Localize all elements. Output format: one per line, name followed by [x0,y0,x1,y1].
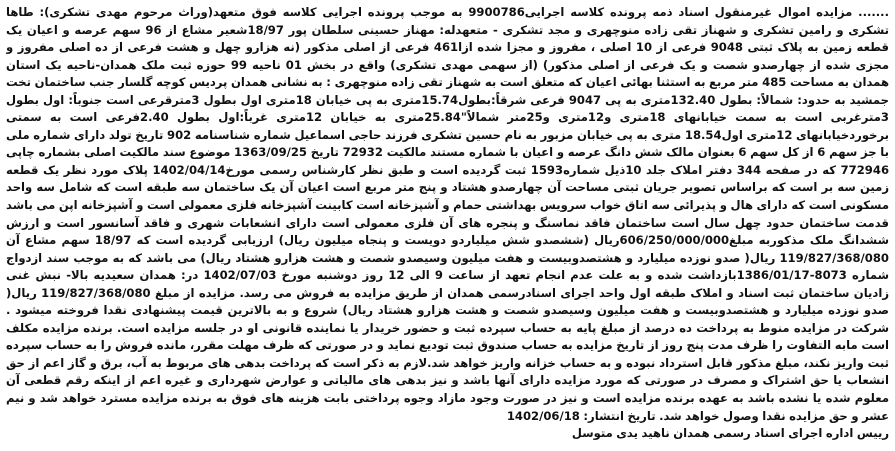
notice-body: ....... مزایده اموال غیرمنقول اسناد ذمه پرونده کلاسه اجرایی9900786 به موجب پرونده اجرایی کلاسه فوق متعهد(وراث مرحوم مهدی تشکری): طاها تشکری و رامین تشکری و شهناز تقی زاده منوچهری و مجد تشکری - متعهدله: مهناز حسینی سلطان پور 18/97شعیر مشاع از 96 سهم عرصه و اعیان یک قطعه زمین به پلاک ثبتی 9048 فرعی از 10 اصلی ، مفروز و مجزا شده ازا461 فرعی از اصلی مذکور (نه هزارو چهل و هشت فرعی از ده اصلی مفروز و مجزی شده از چهارصدو شصت و یک فرعی از اصلی مذکور) (از سهمی مهدی تشکری) واقع در بخش 01 ناحیه 99 حوزه ثبت ملک همدان-ناحیه یک استان همدان به مساحت 485 متر مربع به استثنا بهائی اعیان که متعلق است به شهناز تقی زاده منوچهری : به نشانی همدان پردیس کوچه گلسار جنب ساختمان تخت جمشید به حدود: شمالاً: بطول 132.40متری به پی 9047 فرعی شرقاً:بطول15.74متری به پی خیابان 18متری اول بطول 3مترقرعی است جنوباً: اول بطول 3مترغربی است به سمت خیابانهای 18متری و12متری و25متر شمالاً"25.84متری به خیابان 12متری غرباً:اول بطول 2.40فرعی است به سمتی برخوردخیابانهای 12متری اول18.54 متری به پی خیابان مزبور به نام حسین تشکری فرزند حاجی اسماعیل شماره شناسنامه 902 تاریخ تولد دارای شماره ملی با جز سهم 6 از کل سهم 6 بعنوان مالک شش دانگ عرصه و اعیان با شماره مستند مالکیت 72932 تاریخ 1363/09/25 موضوع سند مالکیت اصلی بشماره چاپی 772946 که در صفحه 344 دفتر املاک جلد 10ذیل شماره1593 ثبت گردیده است و طبق نظر کارشناس رسمی مورخ1402/04/14 پلاک مورد نظر یک قطعه زمین سه بر است که براساس تصویر جریان ثبتی مساحت آن چهارصدو هشتاد و پنج متر مربع است اعیان آن یک ساختمان سه طبقه است که شامل سه واحد مسکونی است که دارای هال و پذیرائی سه اتاق خواب سرویس بهداشتی حمام و آشپزخانه است کابینت آشپزخانه فلزی معمولی است و آشپزخانه اپن می باشد قدمت ساختمان حدود چهل سال است ساختمان فاقد نماسنگ و پنجره های آن فلزی معمولی است دارای انشعابات شهری و فاقد آسانسور است و ارزش ششدانگ ملک مذکوربه مبلغ606/250/000/000ریال (ششصدو شش میلیاردو دویست و پنجاه میلیون ریال) ارزیابی گردیده است که 18/97 سهم مشاع آن 119/827/368/080 ریال( صدو نوزده میلیارد و هشتصدوبیست و هفت میلیون وسیصدو شصت و هشت هزارو هشتاد ریال) می باشد که به موجب سند ازدواج شماره 8073-1386/01/17بازداشت شده و به علت عدم انجام تعهد از ساعت 9 الی 12 روز دوشنبه مورخ 1402/07/03 در: همدان سعیدیه بالا- نبش غنی زادیان ساختمان ثبت اسناد و املاک طبقه اول واحد اجرای اسنادرسمی همدان از طریق مزایده به فروش می رسد. مزایده از مبلغ 119/827/368/080 ریال( صدو نوزده میلیارد و هشتصدوبیست و هفت میلیون وسیصدو شصت و هشت هزارو هشتاد ریال) شروع و به بالاترین قیمت پیشنهادی نقدا فروخته میشود . شرکت در مزایده منوط به پرداخت ده درصد از مبلغ پایه به حساب سپرده ثبت و حضور خریدار یا نماینده قانونی او در جلسه مزایده است. برنده مزایده مکلف است مابه التفاوت را ظرف مدت پنج روز از تاریخ مزایده به حساب صندوق ثبت تودیع نماید و در صورتی که ظرف مهلت مقرر، مانده فروش را به حساب سپرده ثبت واریز نکند، مبلغ مذکور قابل استرداد نبوده و به حساب خزانه واریز خواهد شد.لازم به ذکر است که پرداخت بدهی های مربوط به آب، برق و گاز اعم از حق انشعاب یا حق اشتراک و مصرف در صورتی که مورد مزایده دارای آنها باشد و نیز بدهی های مالیاتی و عوارض شهرداری و غیره اعم از اینکه رقم قطعی آن معلوم شده یا نشده باشد به عهده برنده مزایده است و نیز در صورت وجود مازاد وجوه پرداختی بابت هزینه های فوق به برنده مزایده مسترد خواهد شد و نیم عشر و حق مزایده نقدا وصول خواهد شد. تاریخ انتشار: 1402/06/18 [6,5,889,423]
notice-signature: رییس اداره اجرای اسناد رسمی همدان ناهید یدی متوسل [571,426,889,441]
auction-notice [6,4,889,447]
